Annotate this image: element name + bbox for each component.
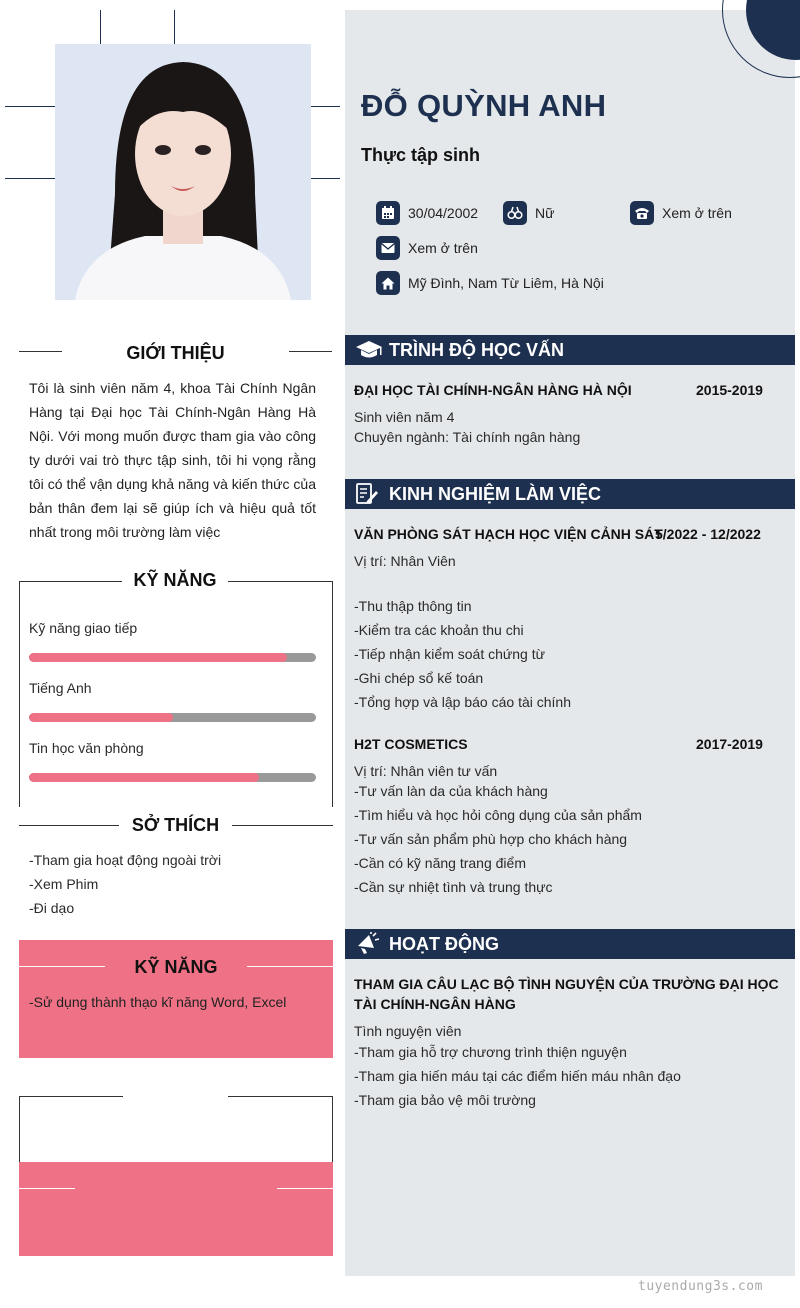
activities-header [345,929,795,959]
education-title: TRÌNH ĐỘ HỌC VẤN [389,339,564,360]
education-line: Sinh viên năm 4 [354,409,455,425]
skill-label: Tin học văn phòng [29,740,144,756]
skills-title: KỸ NĂNG [122,570,228,591]
skill-bar-fill [29,773,259,782]
hobbies-title: SỞ THÍCH [131,815,220,835]
extra-skills-text: -Sử dụng thành thạo kĩ năng Word, Excel [29,994,287,1010]
profile-photo [55,44,311,300]
envelope-icon [376,236,400,260]
deco-line [311,106,340,107]
empty-pink-box [19,1162,333,1256]
activity-org: THAM GIA CÂU LẠC BỘ TÌNH NGUYỆN CỦA TRƯỜNG ĐẠI HỌC [354,976,779,992]
skill-label: Kỹ năng giao tiếp [29,620,138,636]
job-task: -Cần có kỹ năng trang điểm [354,855,526,871]
education-header [345,335,795,365]
job-task: -Cần sự nhiệt tình và trung thực [354,879,553,895]
activity-item: -Tham gia hỗ trợ chương trình thiện nguyện [354,1044,627,1060]
job-task: -Ghi chép sổ kế toán [354,670,484,686]
empty-box [19,1096,333,1162]
job-position: Vị trí: Nhân viên tư vấn [354,763,498,779]
megaphone-icon [355,932,389,956]
hobby-item: -Tham gia hoạt động ngoài trời [29,852,222,868]
skill-label: Tiếng Anh [29,680,92,696]
phone-text: Xem ở trên [662,205,732,221]
deco-line [311,178,340,179]
job-position: Vị trí: Nhân Viên [354,553,456,569]
watermark-site: tuyendung3s.com [638,1279,763,1294]
skill-bar-fill [29,713,173,722]
email-item [376,236,478,260]
extra-skills-title: KỸ NĂNG [134,957,218,977]
gender-text: Nữ [535,205,555,221]
activities-title: HOẠT ĐỘNG [389,933,499,954]
candidate-name: ĐỖ QUỲNH ANH [361,88,607,123]
candidate-role: Thực tập sinh [361,145,481,165]
deco-line [100,10,101,44]
address-text: Mỹ Đình, Nam Từ Liêm, Hà Nội [408,275,604,291]
document-edit-icon [355,483,389,505]
job-company: H2T COSMETICS [354,736,468,752]
job-task: -Tìm hiểu và học hỏi công dụng của sản phẩm [354,807,642,823]
address-item [376,271,604,295]
title-rule [232,825,333,826]
skill-bar [29,773,316,782]
title-rule [19,351,62,352]
gender-item [503,201,554,225]
about-text: Tôi là sinh viên năm 4, khoa Tài Chính Ngân Hàng tại Đại học Tài Chính-Ngân Hàng Hà Nội. Với mong muốn được tham gia vào công ty dưới vai trò thực tập sinh, tôi hi vọng rằng tôi có thể vận dụng khả năng và kiến thức của bản thân đem lại sẽ giúp ích và hiệu quả tốt nhất trong môi trường làm việc [29,380,316,540]
school-period: 2015-2019 [696,382,763,398]
birthday-item [376,201,478,225]
school-name: ĐẠI HỌC TÀI CHÍNH-NGÂN HÀNG HÀ NỘI [354,382,632,398]
job-task: -Tư vấn làn da của khách hàng [354,783,548,799]
activity-item: -Tham gia bảo vệ môi trường [354,1092,536,1108]
skill-bar-fill [29,653,287,662]
title-rule [19,1096,123,1097]
title-rule [228,1096,333,1097]
title-rule [247,966,333,967]
activity-role: Tình nguyện viên [354,1023,462,1039]
deco-line [5,106,55,107]
education-line: Chuyên ngành: Tài chính ngân hàng [354,429,581,445]
graduation-cap-icon [355,340,389,360]
activity-org: TÀI CHÍNH-NGÂN HÀNG [354,996,516,1012]
title-rule [19,825,119,826]
right-panel [345,10,795,1276]
birthday-text: 30/04/2002 [408,205,479,221]
job-period: 5/2022 - 12/2022 [655,526,761,542]
hobby-item: -Đi dạo [29,900,75,916]
calendar-icon [376,201,400,225]
job-task: -Tiếp nhận kiểm soát chứng từ [354,646,545,662]
phone-item [630,201,732,225]
corner-decoration [722,0,800,78]
job-task: -Tổng hợp và lập báo cáo tài chính [354,694,571,710]
skill-bar [29,653,316,662]
job-company: VĂN PHÒNG SÁT HẠCH HỌC VIỆN CẢNH SÁT [354,526,663,542]
phone-icon [630,201,654,225]
skill-bar [29,713,316,722]
title-rule [289,351,332,352]
job-task: -Tư vấn sản phẩm phù hợp cho khách hàng [354,831,628,847]
experience-title: KINH NGHIỆM LÀM VIỆC [389,483,602,504]
home-icon [376,271,400,295]
deco-line [174,10,175,44]
deco-line [5,178,55,179]
gender-icon [503,201,527,225]
hobby-item: -Xem Phim [29,876,99,892]
job-period: 2017-2019 [696,736,763,752]
job-task: -Kiểm tra các khoản thu chi [354,622,524,638]
job-task: -Thu thập thông tin [354,598,472,614]
experience-header [345,479,795,509]
title-rule [19,1188,75,1189]
email-text: Xem ở trên [408,240,478,256]
title-rule [277,1188,333,1189]
title-rule [19,966,105,967]
activity-item: -Tham gia hiến máu tại các điểm hiến máu nhân đạo [354,1068,681,1084]
about-title: GIỚI THIỆU [126,343,225,363]
